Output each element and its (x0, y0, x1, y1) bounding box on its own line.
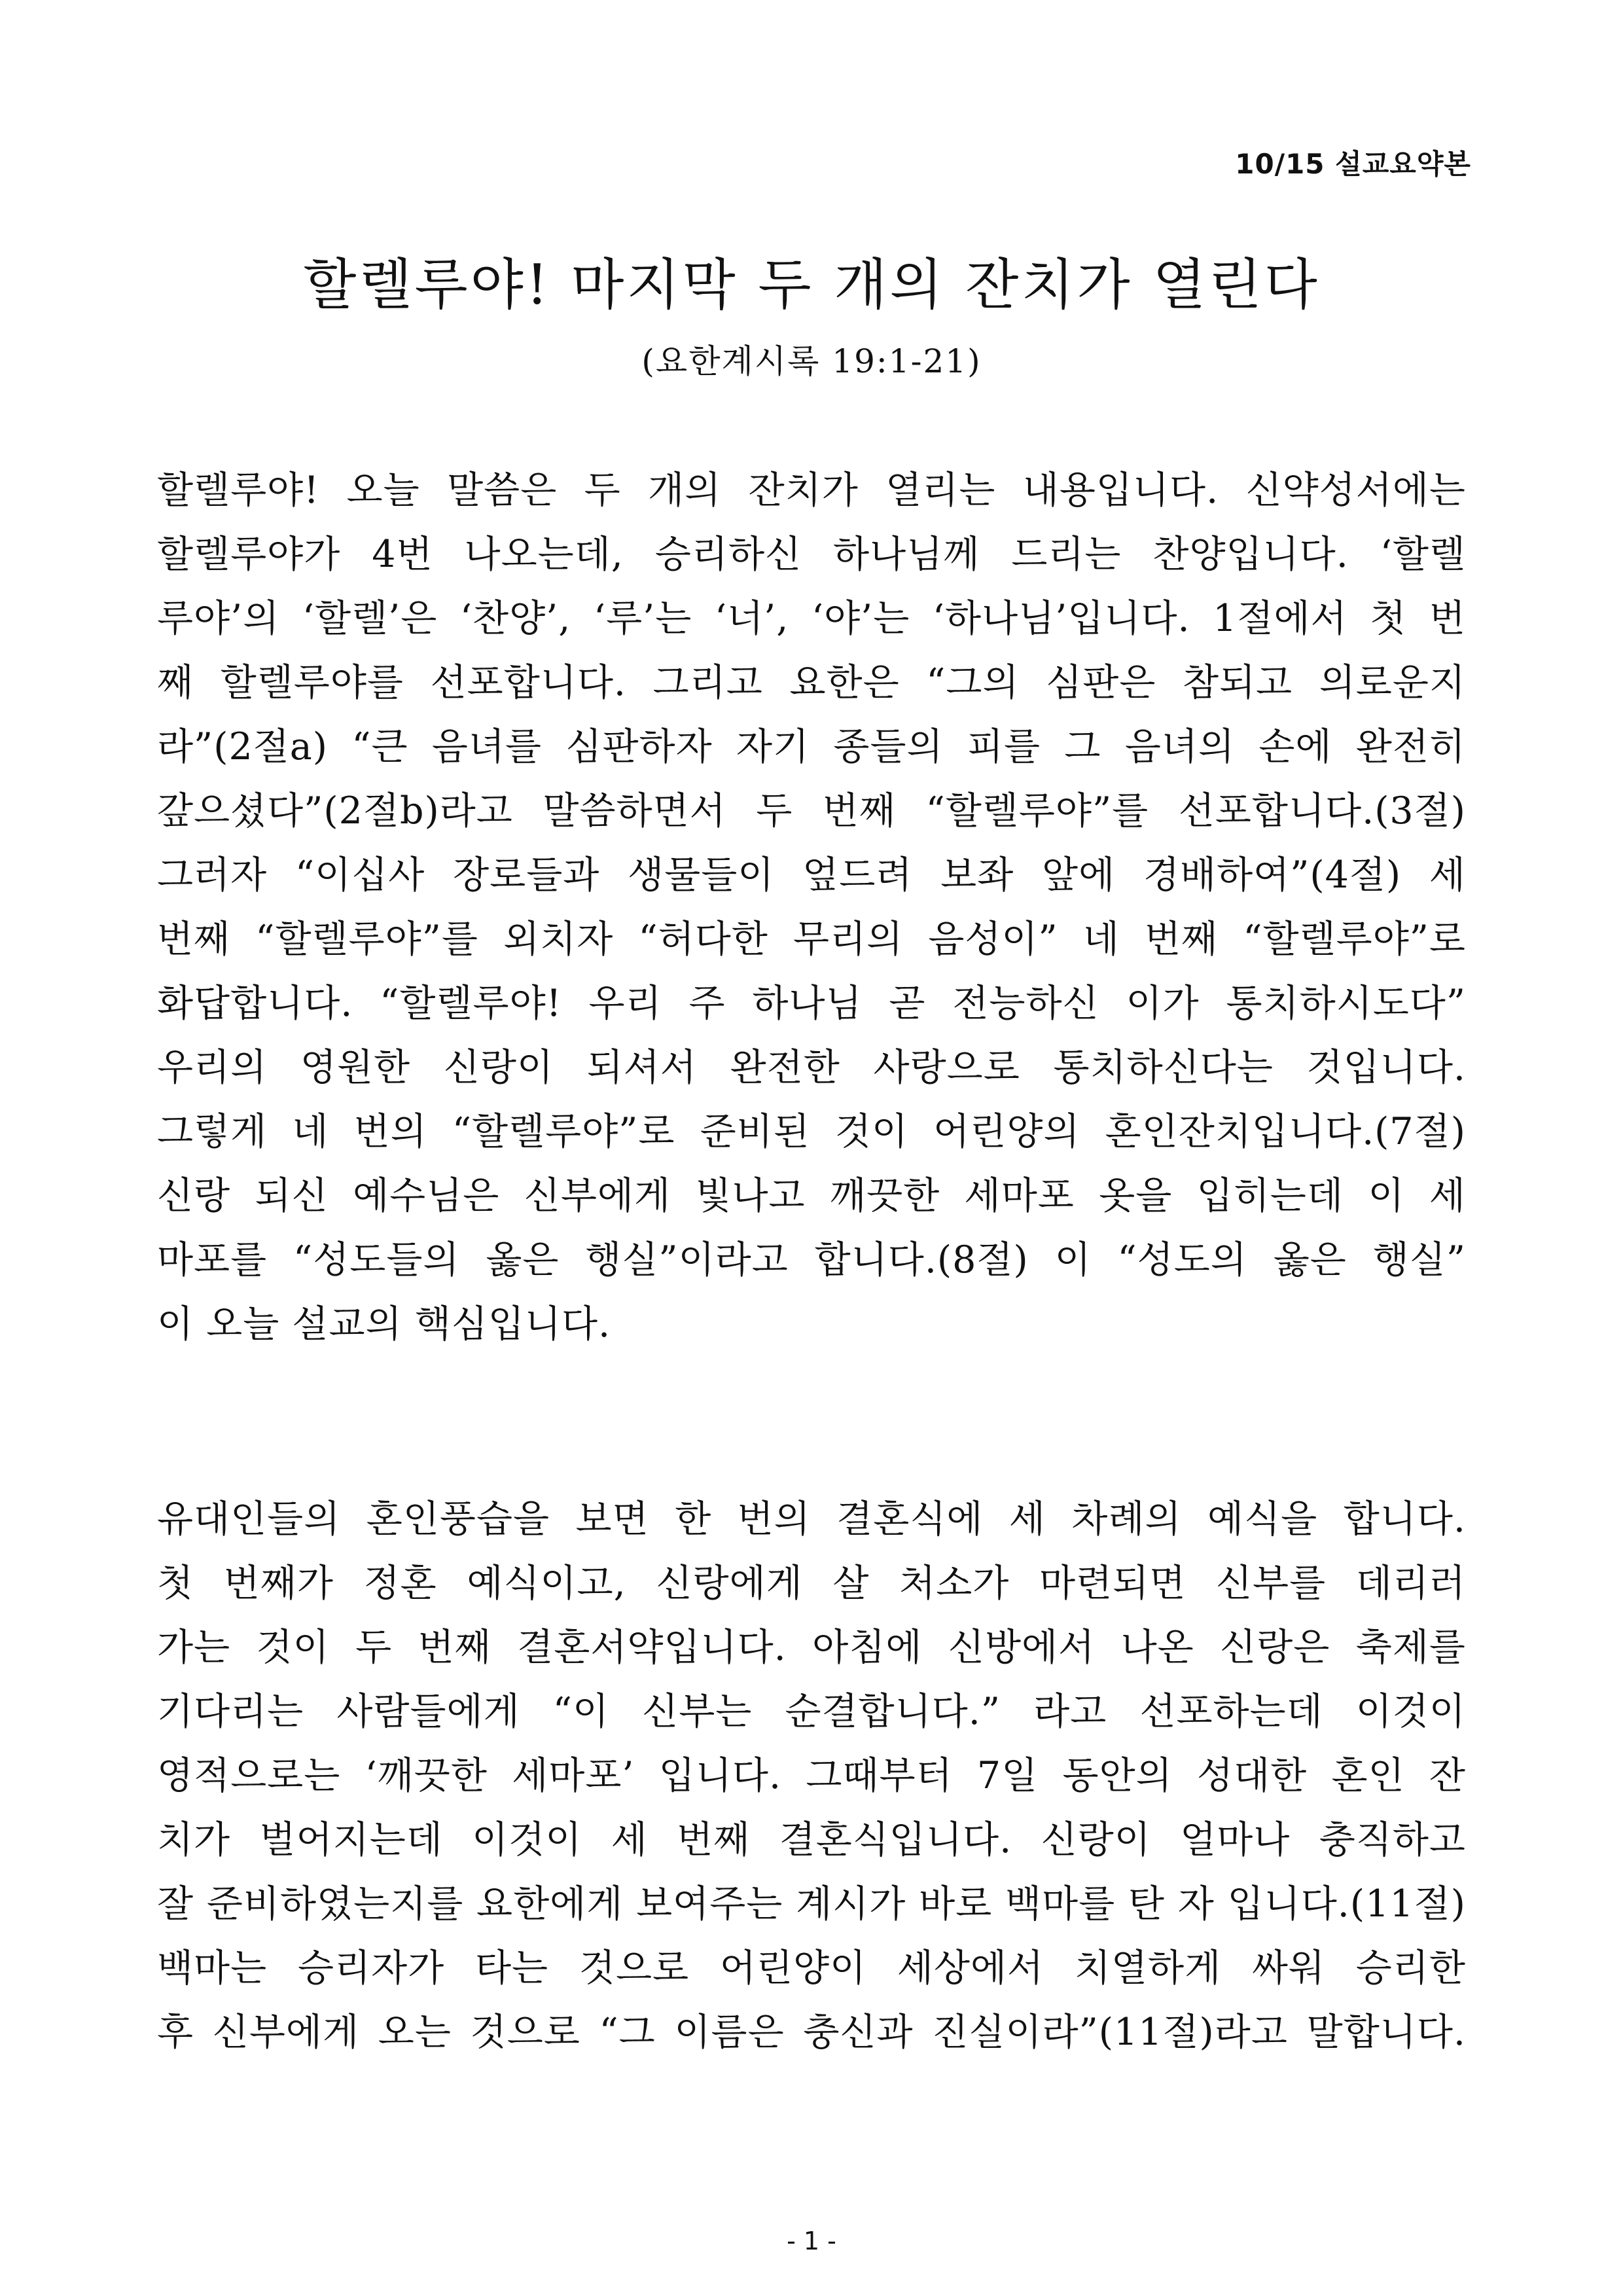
page-number: - 1 - (787, 2227, 836, 2255)
paragraph-line: 화답합니다. “할렐루야! 우리 주 하나님 곧 전능하신 이가 통치하시도다” (157, 982, 1466, 1025)
paragraph-line: 할렐루야! 오늘 말씀은 두 개의 잔치가 열리는 내용입니다. 신약성서에는 (157, 469, 1466, 512)
scripture-reference: (요한계시록 19:1-21) (641, 342, 982, 380)
paragraph-line: 갚으셨다”(2절b)라고 말씀하면서 두 번째 “할렐루야”를 선포합니다.(3절) (157, 789, 1466, 833)
paragraph-line: 잘 준비하였는지를 요한에게 보여주는 계시가 바로 백마를 탄 자 입니다.(11절) (157, 1882, 1466, 1926)
paragraph-1 (157, 458, 1466, 1356)
paragraph-line: 치가 벌어지는데 이것이 세 번째 결혼식입니다. 신랑이 얼마나 충직하고 (157, 1818, 1466, 1861)
paragraph-line: 째 할렐루야를 선포합니다. 그리고 요한은 “그의 심판은 참되고 의로운지 (157, 661, 1466, 704)
paragraph-2 (157, 1487, 1466, 2064)
paragraph-line: 루야’의 ‘할렐’은 ‘찬양’, ‘루’는 ‘너’, ‘야’는 ‘하나님’입니다. 1절에서 첫 번 (157, 597, 1466, 640)
document-title: 할렐루야! 마지막 두 개의 잔치가 열린다 (303, 253, 1320, 317)
paragraph-line: 우리의 영원한 신랑이 되셔서 완전한 사랑으로 통치하신다는 것입니다. (157, 1046, 1466, 1089)
paragraph-line: 할렐루야가 4번 나오는데, 승리하신 하나님께 드리는 찬양입니다. ‘할렐 (157, 533, 1466, 576)
paragraph-line: 번째 “할렐루야”를 외치자 “허다한 무리의 음성이” 네 번째 “할렐루야”로 (157, 918, 1466, 961)
paragraph-line: 백마는 승리자가 타는 것으로 어린양이 세상에서 치열하게 싸워 승리한 (157, 1946, 1466, 1990)
paragraph-line: 그렇게 네 번의 “할렐루야”로 준비된 것이 어린양의 혼인잔치입니다.(7절) (157, 1110, 1466, 1153)
paragraph-line: 후 신부에게 오는 것으로 “그 이름은 충신과 진실이라”(11절)라고 말합니다. (157, 2011, 1466, 2054)
paragraph-line: 라”(2절a) “큰 음녀를 심판하자 자기 종들의 피를 그 음녀의 손에 완전히 (157, 725, 1466, 768)
paragraph-line: 마포를 “성도들의 옳은 행실”이라고 합니다.(8절) 이 “성도의 옳은 행실” (157, 1238, 1466, 1282)
paragraph-line: 가는 것이 두 번째 결혼서약입니다. 아침에 신방에서 나온 신랑은 축제를 (157, 1626, 1466, 1669)
paragraph-line: 첫 번째가 정혼 예식이고, 신랑에게 살 처소가 마련되면 신부를 데리러 (157, 1562, 1466, 1605)
document-header-label: 10/15 설교요약본 (1235, 148, 1471, 180)
paragraph-line: 영적으로는 ‘깨끗한 세마포’ 입니다. 그때부터 7일 동안의 성대한 혼인 잔 (157, 1754, 1466, 1797)
paragraph-line: 이 오늘 설교의 핵심입니다. (157, 1302, 611, 1346)
paragraph-line: 기다리는 사람들에게 “이 신부는 순결합니다.” 라고 선포하는데 이것이 (157, 1690, 1466, 1733)
paragraph-line: 신랑 되신 예수님은 신부에게 빛나고 깨끗한 세마포 옷을 입히는데 이 세 (157, 1174, 1466, 1217)
paragraph-line: 유대인들의 혼인풍습을 보면 한 번의 결혼식에 세 차례의 예식을 합니다. (157, 1498, 1466, 1541)
paragraph-line: 그러자 “이십사 장로들과 생물들이 엎드려 보좌 앞에 경배하여”(4절) 세 (157, 853, 1466, 897)
